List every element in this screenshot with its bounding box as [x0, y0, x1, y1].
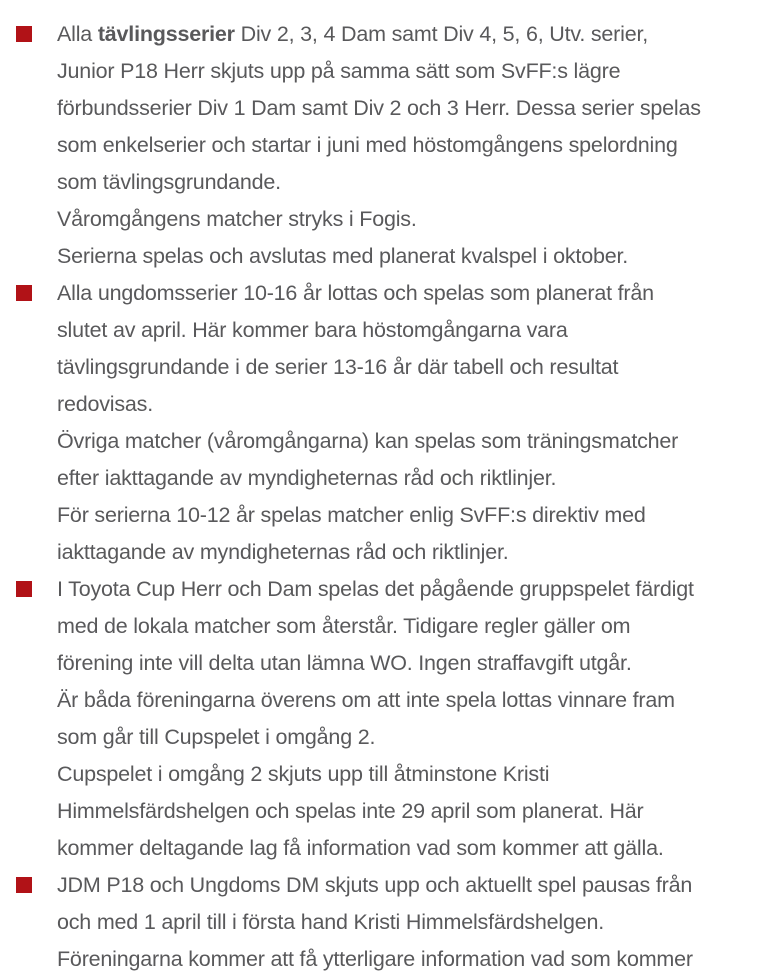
text-line: förening inte vill delta utan lämna WO. Ingen straffavgift utgår.: [57, 651, 632, 675]
text-line: förbundsserier Div 1 Dam samt Div 2 och 3 Herr. Dessa serier spelas: [57, 96, 701, 120]
text-line: Serierna spelas och avslutas med planerat kvalspel i oktober.: [57, 244, 629, 268]
text-segment: Div 2, 3, 4 Dam samt Div 4, 5, 6, Utv. serier,: [234, 22, 649, 46]
text-line: Våromgångens matcher stryks i Fogis.: [57, 207, 417, 231]
text-line: med de lokala matcher som återstår. Tidigare regler gäller om: [57, 614, 631, 638]
text-line: som enkelserier och startar i juni med höstomgångens spelordning: [57, 133, 678, 157]
bullet-square-icon: [16, 581, 32, 597]
text-line: Cupspelet i omgång 2 skjuts upp till åtminstone Kristi: [57, 762, 550, 786]
text-line: Alla ungdomsserier 10-16 år lottas och spelas som planerat från: [57, 281, 654, 305]
text-line: Himmelsfärdshelgen och spelas inte 29 april som planerat. Här: [57, 799, 644, 823]
text-line: som tävlingsgrundande.: [57, 170, 281, 194]
text-line: I Toyota Cup Herr och Dam spelas det pågående gruppspelet färdigt: [57, 577, 694, 601]
text-line: tävlingsgrundande i de serier 13-16 år där tabell och resultat: [57, 355, 619, 379]
bullet-list: [16, 16, 758, 978]
text-line: slutet av april. Här kommer bara höstomgångarna vara: [57, 318, 568, 342]
text-segment-bold: tävlingsserier: [97, 22, 235, 46]
text-line: iakttagande av myndigheternas råd och riktlinjer.: [57, 540, 509, 564]
list-item: [16, 571, 758, 867]
text-line: [57, 16, 758, 53]
text-line: Junior P18 Herr skjuts upp på samma sätt som SvFF:s lägre: [57, 59, 621, 83]
text-line: efter iakttagande av myndigheternas råd och riktlinjer.: [57, 466, 557, 490]
text-line: och med 1 april till i första hand Kristi Himmelsfärdshelgen.: [57, 910, 605, 934]
text-line: som går till Cupspelet i omgång 2.: [57, 725, 376, 749]
text-line: kommer deltagande lag få information vad som kommer att gälla.: [57, 836, 664, 860]
bullet-square-icon: [16, 26, 32, 42]
text-segment: Alla: [57, 22, 98, 46]
bullet-square-icon: [16, 877, 32, 893]
text-line: JDM P18 och Ungdoms DM skjuts upp och aktuellt spel pausas från: [57, 873, 693, 897]
bullet-square-icon: [16, 285, 32, 301]
list-item: [16, 16, 758, 275]
text-line: Är båda föreningarna överens om att inte spela lottas vinnare fram: [57, 688, 675, 712]
text-line: För serierna 10-12 år spelas matcher enlig SvFF:s direktiv med: [57, 503, 646, 527]
text-line: Övriga matcher (våromgångarna) kan spelas som träningsmatcher: [57, 429, 679, 453]
text-line: Föreningarna kommer att få ytterligare information vad som kommer: [57, 947, 693, 971]
text-line: redovisas.: [57, 392, 153, 416]
list-item: [16, 275, 758, 571]
list-item: [16, 867, 758, 978]
